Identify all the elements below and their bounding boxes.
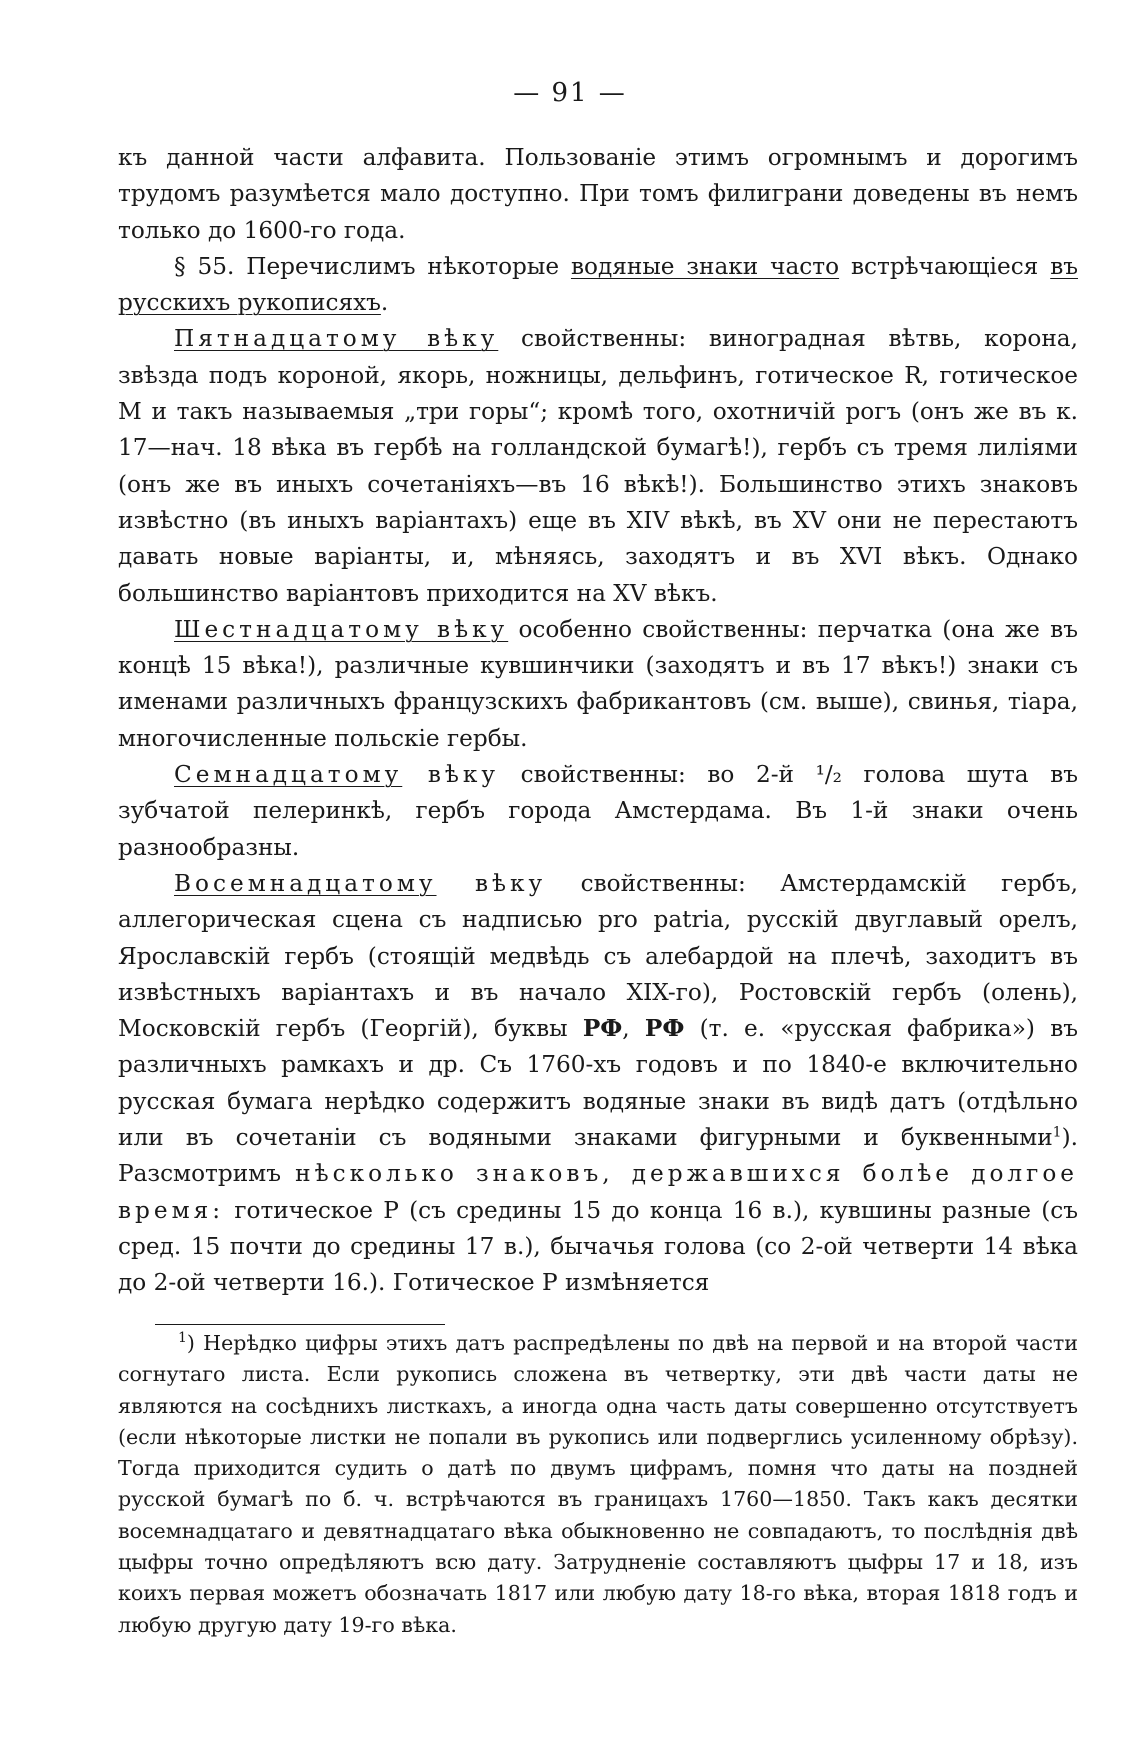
heading-18th-century: Восемнадцатому [174,869,437,897]
section-55-underlined-b: въ русскихъ рукописяхъ [118,252,1079,317]
paragraph-18th-century [118,866,1078,1302]
paragraph-17th-century [118,757,1078,866]
text-18th-century-a: свойственны: Амстердамскій гербъ, аллегорическая сцена съ надписью pro patria, русскій двуглавый орелъ, Ярославскій гербъ (стоящій медвѣдь съ алебардой на плечѣ, заходитъ въ извѣстныхъ варіантахъ и въ начало XIX-го), Ростовскій гербъ (олень), Московскій гербъ (Георгій), буквы [118,869,1078,1043]
text-18th-century-c: ). Разсмотримъ [118,1124,1078,1188]
heading-15th-century: Пятнадцатому вѣку [174,325,499,353]
footnote-reference[interactable]: 1 [1052,1124,1062,1141]
page-number: — 91 — [513,78,627,108]
paragraph-1 [118,140,1078,249]
text-15th-century: свойственны: виноградная вѣтвь, корона, звѣзда подъ короной, якорь, ножницы, дельфинъ, готическое R, готическое M и такъ называемыя „три горы“; кромѣ того, охотничій рогъ (онъ же въ к. 17—нач. 18 вѣка въ гербѣ на голландской бумагѣ!), гербъ съ тремя лиліями (онъ же въ иныхъ сочетаніяхъ—въ 16 вѣкѣ!). Большинство этихъ знаковъ извѣстно (въ иныхъ варіантахъ) еще въ XIV вѣкѣ, въ XV они не перестаютъ давать новые варіанты, и, мѣняясь, заходятъ и въ XVI вѣкъ. Однако большинство варіантовъ приходится на XV вѣкъ. [118,325,1078,607]
text-17th-century-a: свойственны: во 2-й [499,761,816,789]
heading-18th-century-word: вѣку [436,869,547,897]
monogram-rf-2: РФ [644,1015,685,1043]
section-55-underlined-a: водяные знаки часто [570,252,840,280]
text-16th-century: особенно свойственны: перчатка (она же въ концѣ 15 вѣка!), различные кувшинчики (заходятъ и въ 17 вѣкъ!) знаки съ именами различныхъ французскихъ фабрикантовъ (см. выше), свинья, тіара, многочисленные польскіе гербы. [118,615,1078,752]
section-55-text-a: § 55. Перечислимъ нѣкоторые [174,252,571,280]
paragraph-16th-century [118,612,1078,757]
heading-17th-century: Семнадцатому [174,761,403,789]
footnote-paragraph [118,1328,1078,1641]
text-18th-century-d: готическое P (съ средины 15 до конца 16 в.), кувшины разные (съ сред. 15 почти до средины 17 в.), бычачья голова (со 2-ой четверти 14 вѣка до 2-ой четверти 16.). Готическое P измѣняется [118,1196,1078,1297]
text-17th-century-b: голова шута въ зубчатой пелеринкѣ, гербъ города Амстердама. Въ 1-й знаки очень разнообразны. [118,761,1079,861]
monogram-separator: , [622,1015,645,1043]
fraction-half: ¹/₂ [815,761,842,789]
footnote-text: ) Нерѣдко цифры этихъ датъ распредѣлены по двѣ на первой и на второй части согнутаго листа. Если рукопись сложена въ четвертку, эти двѣ части даты не являются на сосѣднихъ листкахъ, а иногда одна часть даты совершенно отсутствуетъ (если нѣкоторые листки не попали въ рукопись или подверглись усиленному обрѣзу). Тогда приходится судить о датѣ по двумъ цифрамъ, помня что даты на поздней русской бумагѣ по б. ч. встрѣчаются въ границахъ 1760—1850. Такъ какъ десятки восемнадцатаго и девятнадцатаго вѣка обыкновенно не совпадаютъ, то послѣднія двѣ цыфры точно опредѣляютъ всю дату. Затрудненіе составляютъ цыфры 17 и 18, изъ коихъ первая можетъ обозначать 1817 или любую дату 18-го вѣка, вторая 1818 годъ и любую другую дату 19-го вѣка. [118,1331,1078,1637]
paragraph-15th-century [118,321,1078,611]
heading-17th-century-word: вѣку [402,761,500,789]
footnote-divider [155,1324,445,1325]
section-55-text-b: встрѣчающіеся [839,252,1051,280]
main-text [118,140,1078,1302]
footnote-mark: 1 [178,1330,187,1347]
heading-16th-century: Шестнадцатому вѣку [174,615,509,643]
monogram-rf-1: РФ [582,1015,623,1043]
text-18th-century-b: (т. е. «русская фабрика») въ различныхъ рамкахъ и др. Съ 1760-хъ годовъ и по 1840-е включительно русская бумага нерѣдко содержитъ водяные знаки въ видѣ датъ (отдѣльно или въ сочетаніи съ водяными знаками фигурными и буквенными [118,1015,1079,1152]
footnote [118,1328,1078,1641]
section-55-text-c: . [380,289,389,317]
spaced-emphasis: нѣсколько знаковъ, державшихся болѣе долгое время: [118,1160,1078,1224]
paragraph-section-55 [118,249,1078,322]
paragraph-1-text: къ данной части алфавита. Пользованіе этимъ огромнымъ и дорогимъ трудомъ разумѣется мало доступно. При томъ филиграни доведены въ немъ только до 1600-го года. [118,144,1078,244]
